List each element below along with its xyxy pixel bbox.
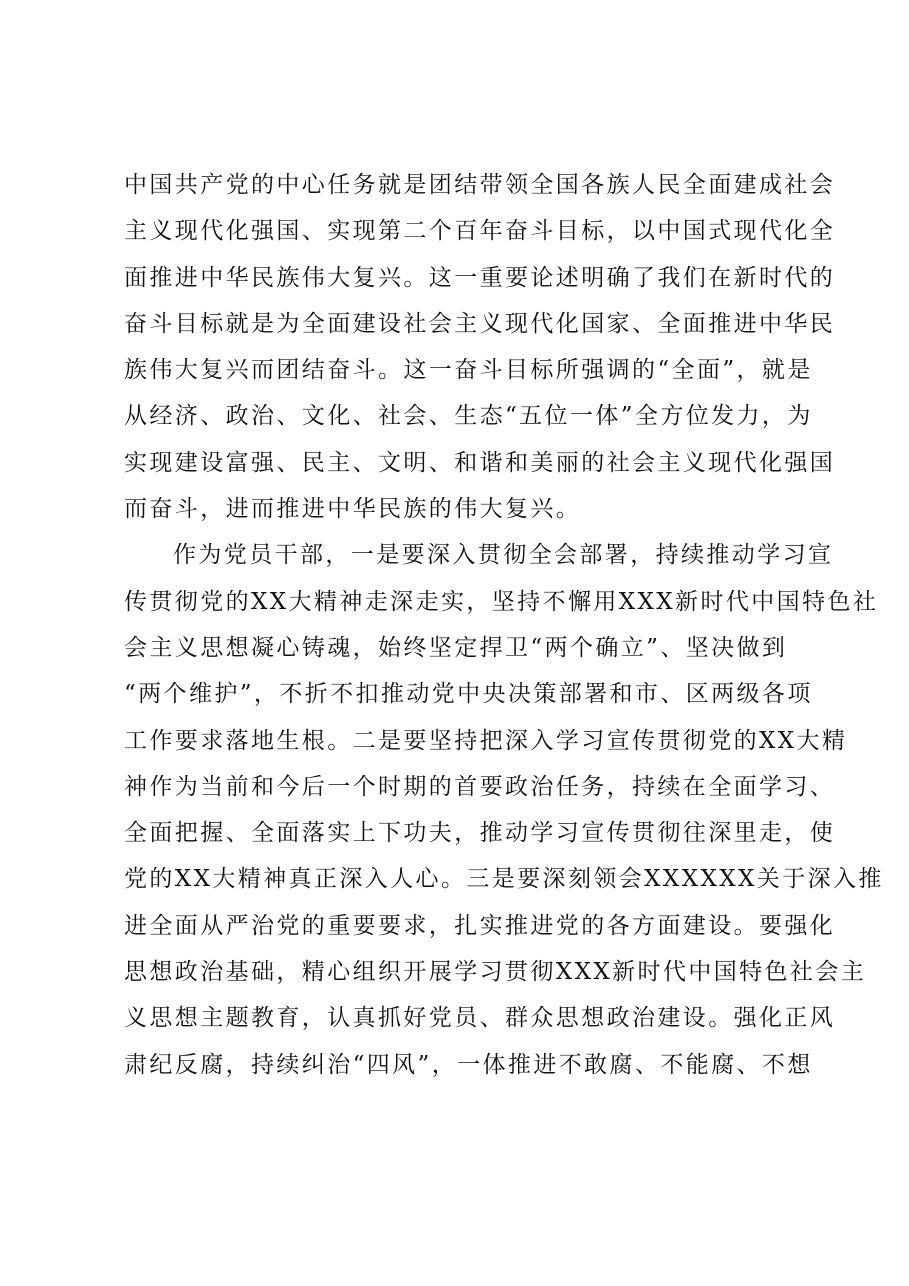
- text-line: 进全面从严治党的重要要求，扎实推进党的各方面建设。要强化: [124, 912, 836, 939]
- paragraph-first-line: 作为党员干部，一是要深入贯彻全会部署，持续推动学习宣: [173, 542, 834, 569]
- text-line: 中国共产党的中心任务就是团结带领全国各族人民全面建成社会: [124, 172, 836, 198]
- text-line: 主义现代化强国、实现第二个百年奋斗目标，以中国式现代化全: [124, 218, 836, 245]
- text-line: 从经济、政治、文化、社会、生态“五位一体”全方位发力，为: [124, 403, 813, 430]
- text-line: 实现建设富强、民主、文明、和谐和美丽的社会主义现代化强国: [124, 449, 836, 476]
- text-line: 奋斗目标就是为全面建设社会主义现代化国家、全面推进中华民: [124, 310, 836, 337]
- text-line: 传贯彻党的XX大精神走深走实，坚持不懈用XXX新时代中国特色社: [124, 588, 879, 615]
- text-line: 工作要求落地生根。二是要坚持把深入学习宣传贯彻党的XX大精: [124, 727, 848, 754]
- text-line: 肃纪反腐，持续纠治“四风”，一体推进不敢腐、不能腐、不想: [124, 1051, 813, 1078]
- document-body: [124, 162, 884, 1088]
- text-line: 族伟大复兴而团结奋斗。这一奋斗目标所强调的“全面”，就是: [124, 357, 813, 384]
- text-line: 义思想主题教育，认真抓好党员、群众思想政治建设。强化正风: [124, 1005, 836, 1032]
- text-line: 党的XX大精神真正深入人心。三是要深刻领会XXXXXX关于深入推: [124, 866, 884, 893]
- text-line: 思想政治基础，精心组织开展学习贯彻XXX新时代中国特色社会主: [124, 959, 867, 986]
- text-line: 神作为当前和今后一个时期的首要政治任务，持续在全面学习、: [124, 773, 836, 800]
- text-line: 会主义思想凝心铸魂，始终坚定捍卫“两个确立”、坚决做到: [124, 634, 788, 661]
- text-line: 面推进中华民族伟大复兴。这一重要论述明确了我们在新时代的: [124, 264, 836, 291]
- text-line: “两个维护”，不折不扣推动党中央决策部署和市、区两级各项: [124, 681, 813, 708]
- text-line: 全面把握、全面落实上下功夫，推动学习宣传贯彻往深里走，使: [124, 820, 836, 847]
- text-line: 而奋斗，进而推进中华民族的伟大复兴。: [124, 496, 582, 523]
